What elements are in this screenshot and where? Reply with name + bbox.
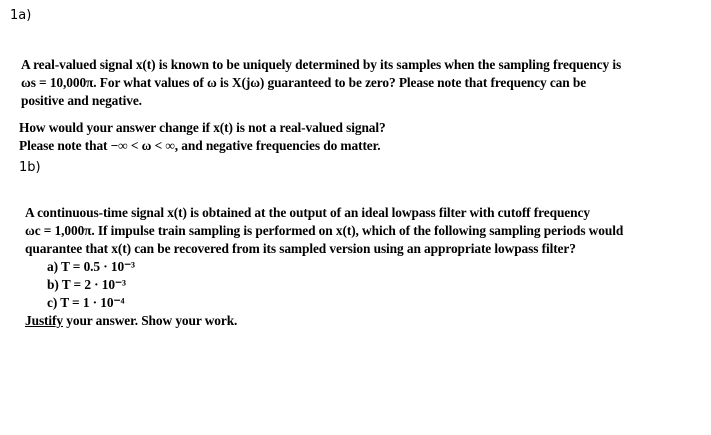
part-a-line-3: positive and negative. — [21, 93, 142, 108]
part-a-followup — [19, 119, 386, 155]
part-b-line-2: ωc = 1,000π. If impulse train sampling is performed on x(t), which of the following sampling periods would — [25, 223, 624, 238]
part-a-followup-line-1: How would your answer change if x(t) is not a real-valued signal? — [19, 120, 386, 135]
option-c: c) T = 1 · 10⁻⁴ — [47, 295, 125, 310]
closing-rest: your answer. Show your work. — [63, 313, 238, 328]
part-b-label: 1b) — [19, 160, 41, 175]
part-a-followup-line-2: Please note that −∞ < ω < ∞, and negative frequencies do matter. — [19, 138, 381, 153]
part-a-question — [21, 56, 621, 110]
justify-word: Justify — [25, 313, 63, 328]
option-b: b) T = 2 · 10⁻³ — [47, 277, 126, 292]
part-a-line-2: ωs = 10,000π. For what values of ω is X(jω) guaranteed to be zero? Please note that frequency can be — [21, 75, 587, 90]
option-a: a) T = 0.5 · 10⁻³ — [47, 259, 135, 274]
part-a-line-1: A real-valued signal x(t) is known to be uniquely determined by its samples when the sampling frequency is — [21, 57, 622, 72]
part-b-line-1: A continuous-time signal x(t) is obtained at the output of an ideal lowpass filter with cutoff frequency — [25, 205, 590, 220]
part-b-line-3: quarantee that x(t) can be recovered from its sampled version using an appropriate lowpass filter? — [25, 241, 576, 256]
part-b-question — [25, 204, 623, 330]
part-a-label: 1a) — [10, 8, 32, 23]
closing-line — [25, 312, 623, 330]
